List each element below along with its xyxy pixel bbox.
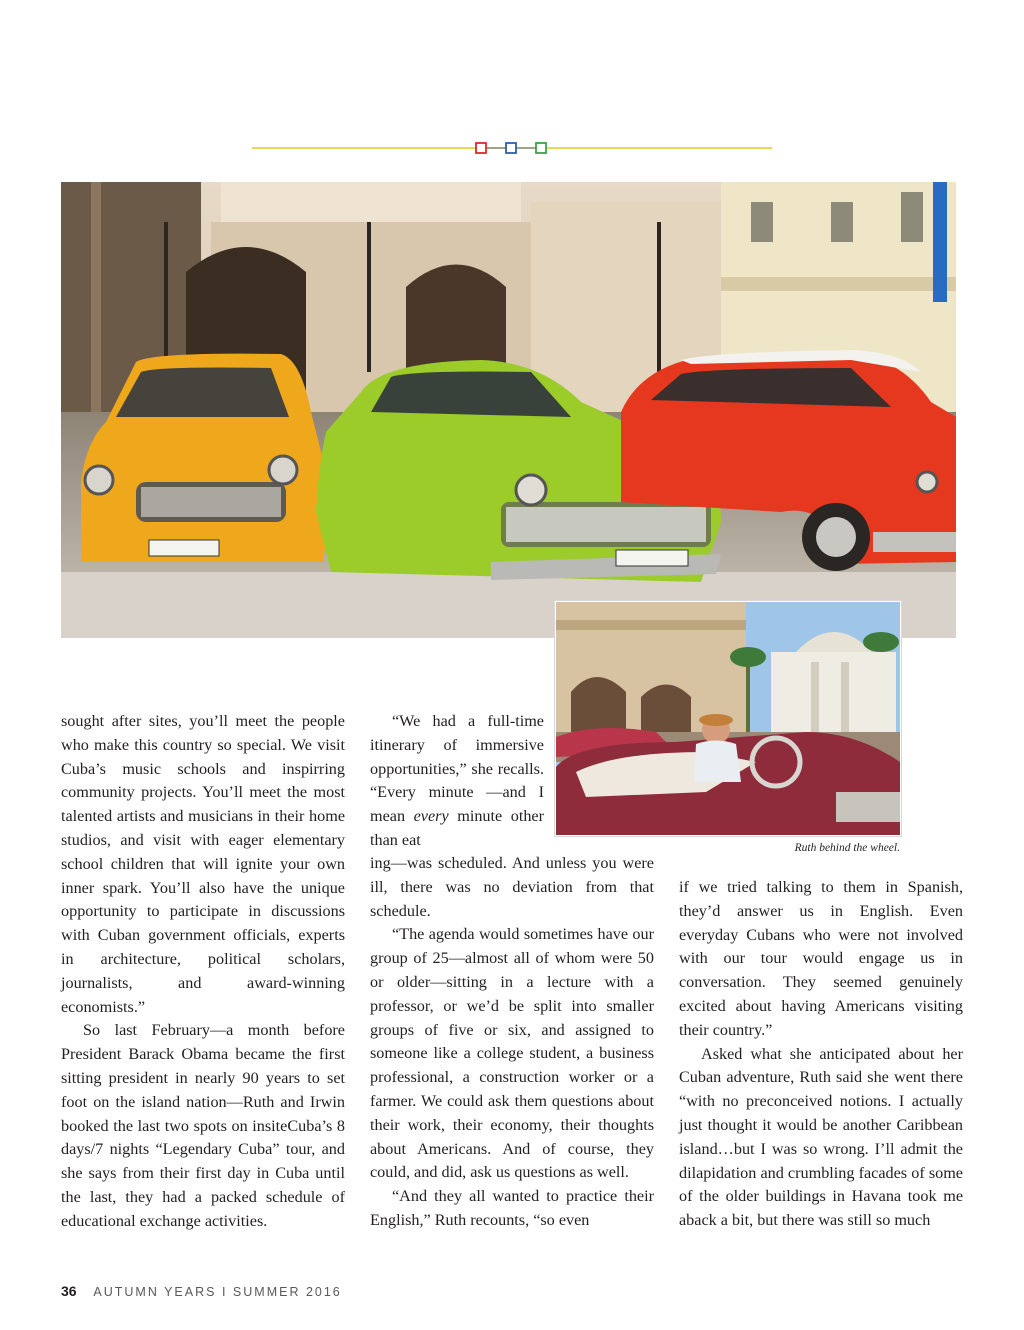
paragraph: “And they all wanted to practice their English,” Ruth recounts, “so even <box>370 1187 654 1229</box>
photo-caption: Ruth behind the wheel. <box>794 842 900 854</box>
ornament-green-square <box>536 143 546 153</box>
article-column-2-top <box>370 710 544 853</box>
inset-photo-ruth-driving <box>555 601 901 836</box>
ornament-blue-square <box>506 143 516 153</box>
article-column-1 <box>61 710 345 1234</box>
emphasis: every <box>413 807 449 826</box>
ornament-divider <box>252 139 772 157</box>
paragraph: Asked what she anticipated about her Cuban adventure, Ruth said she went there “with no preconceived notions. I actually just thought it would be another Caribbean island…but I was so wrong. I’ll admit the dilapidation and crumbling facades of some of the older buildings in Havana took me aback a bit, but there was still so much <box>679 1044 963 1230</box>
issue-date: SUMMER 2016 <box>232 1285 342 1299</box>
article-column-3 <box>679 876 963 1233</box>
hero-photo-classic-cars <box>61 182 956 638</box>
article-column-2 <box>370 852 654 1233</box>
paragraph-start: “We had a full-time itinerary of immersive opportunities,” she recalls. “Every minute —and I mean every minute other than eat <box>370 712 545 849</box>
paragraph: “The agenda would sometimes have our group of 25—almost all of whom were 50 or older—sitting in a lecture with a professor, or we’d be split into smaller groups of five or six, and assigned to someone like a college student, a business professional, a construction worker or a farmer. We could ask them questions about their work, their economy, their thoughts about Americans. And of course, they could, and did, ask us questions as well. <box>370 925 654 1182</box>
publication-name: AUTUMN YEARS <box>93 1285 217 1299</box>
page-number: 36 <box>61 1283 77 1299</box>
paragraph-continued: ing—was scheduled. And unless you were ill, there was no deviation from that schedule. <box>370 854 654 920</box>
paragraph: So last February—a month before President Barack Obama became the first sitting president in nearly 90 years to set foot on the island nation—Ruth and Irwin booked the last two spots on insiteCuba’s 8 days/7 nights “Legendary Cuba” tour, and she says from their first day in Cuba until the last, they had a packed schedule of educational exchange activities. <box>61 1021 345 1230</box>
paragraph: if we tried talking to them in Spanish, they’d answer us in English. Even everyday Cubans who were not involved with our tour would engage us in conversation. They seemed genuinely excited about having Americans visiting their country.” <box>679 878 963 1039</box>
ornament-red-square <box>476 143 486 153</box>
paragraph: sought after sites, you’ll meet the people who make this country so special. We visit Cuba’s music schools and inspirring community projects. You’ll meet the most talented artists and musicians in their home studios, and visit with eager elementary school children that will ignite your own inner spark. You’ll also have the unique opportunity to participate in discussions with Cuban government officials, experts in architecture, political scholars, journalists, and award-winning economists.” <box>61 712 345 1016</box>
footer-separator: I <box>221 1285 228 1299</box>
page-footer <box>61 1283 342 1299</box>
